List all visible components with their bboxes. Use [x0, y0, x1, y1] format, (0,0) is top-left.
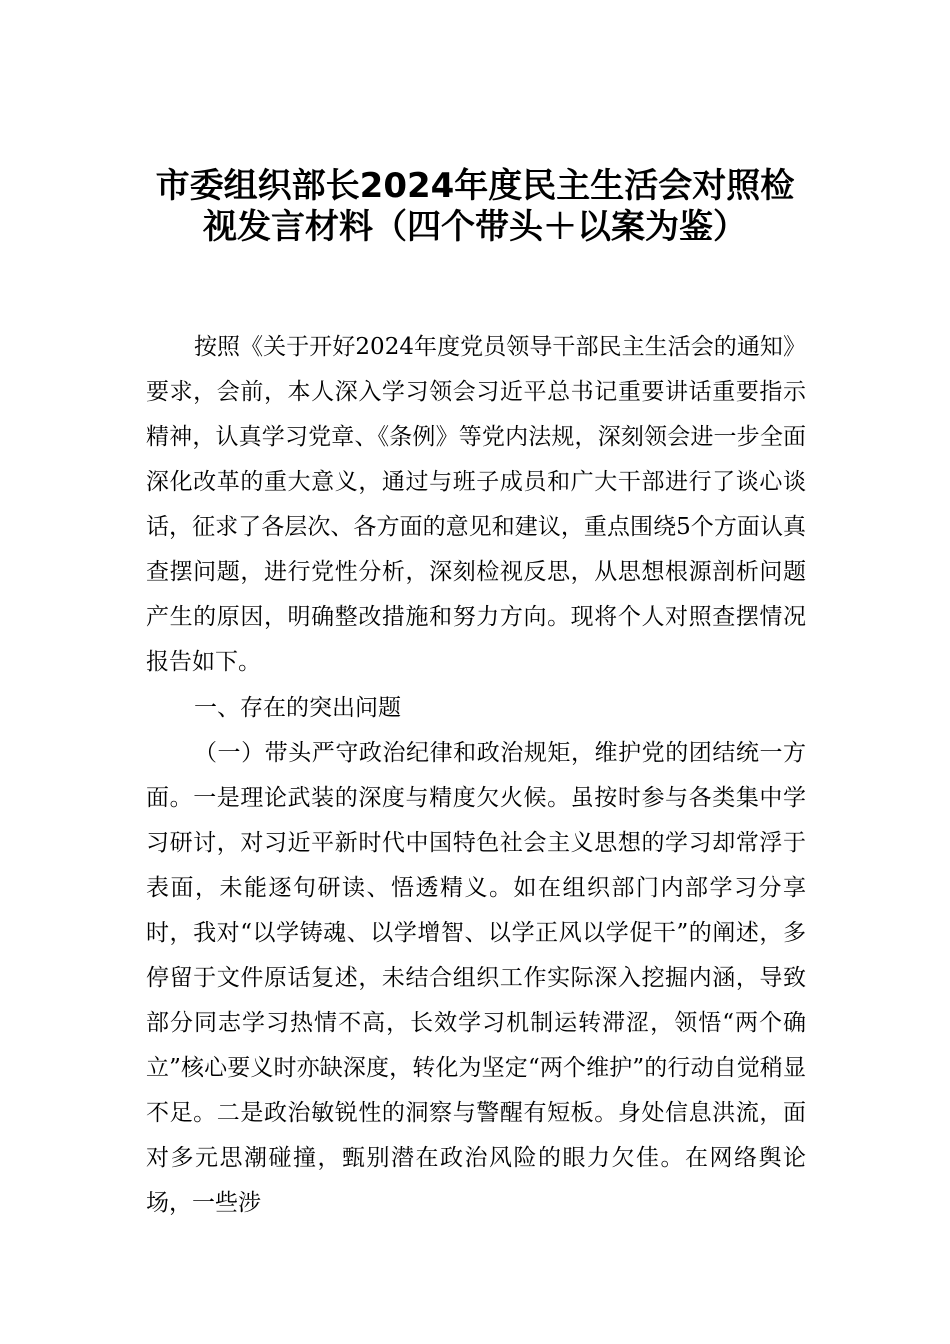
document-title-line-1: 市委组织部长2024年度民主生活会对照检 [155, 166, 795, 206]
section-heading: 一、存在的突出问题 [194, 695, 401, 721]
section-paragraph [146, 731, 806, 1226]
intro-paragraph: 按照《关于开好2024年度党员领导干部民主生活会的通知》要求，会前，本人深入学习领会习近平总书记重要讲话重要指示精神，认真学习党章、《条例》等党内法规，深刻领会进一步全面深化改革的重大意义，通过与班子成员和广大干部进行了谈心谈话，征求了各层次、各方面的意见和建议，重点围绕5个方面认真查摆问题，进行党性分析，深刻检视反思，从思想根源剖析问题产生的原因，明确整改措施和努力方向。现将个人对照查摆情况报告如下。 [146, 334, 806, 675]
document-title-line-2: 视发言材料（四个带头＋以案为鉴） [203, 207, 747, 247]
subsection-lead: （一）带头严守政治纪律和政治规矩，维护党的团结统一方面。 [146, 740, 806, 811]
subsection-body: 一是理论武装的深度与精度欠火候。虽按时参与各类集中学习研讨，对习近平新时代中国特色社会主义思想的学习却常浮于表面，未能逐句研读、悟透精义。如在组织部门内部学习分享时，我对“以学铸魂、以学增智、以学正风以学促干”的阐述，多停留于文件原话复述，未结合组织工作实际深入挖掘内涵，导致部分同志学习热情不高，长效学习机制运转滞涩，领悟“两个确立”核心要义时亦缺深度，转化为坚定“两个维护”的行动自觉稍显不足。二是政治敏锐性的洞察与警醒有短板。身处信息洪流，面对多元思潮碰撞，甄别潜在政治风险的眼力欠佳。在网络舆论场，一些涉 [146, 785, 807, 1216]
